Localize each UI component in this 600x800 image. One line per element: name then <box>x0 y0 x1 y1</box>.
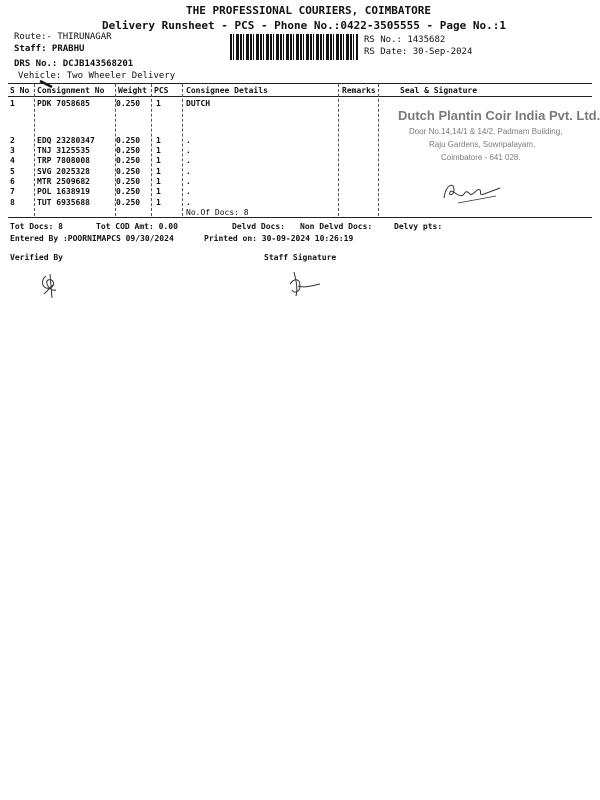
row-consignee: . <box>186 198 191 207</box>
barcode-image <box>230 34 358 60</box>
row-consignee: DUTCH <box>186 99 211 108</box>
row-consignee: . <box>186 187 191 196</box>
table-top-rule <box>8 83 592 84</box>
row-weight: 0.250 <box>116 198 141 207</box>
row-sno: 2 <box>10 136 15 145</box>
staff-signature-label: Staff Signature <box>264 253 337 262</box>
verified-by-label: Verified By <box>10 253 63 262</box>
vehicle-text: Vehicle: Two Wheeler Delivery <box>18 71 176 81</box>
no-of-docs: No.Of Docs: 8 <box>186 208 249 217</box>
col-divider <box>338 84 339 216</box>
row-weight: 0.250 <box>116 156 141 165</box>
row-sno: 7 <box>10 187 15 196</box>
total-docs: Tot Docs: 8 <box>10 222 63 231</box>
row-weight: 0.250 <box>116 99 141 108</box>
row-pcs: 1 <box>156 167 161 176</box>
row-weight: 0.250 <box>116 167 141 176</box>
row-consignment: TRP 7808008 <box>37 156 90 165</box>
row-consignee: . <box>186 146 191 155</box>
row-pcs: 1 <box>156 177 161 186</box>
row-sno: 3 <box>10 146 15 155</box>
col-divider <box>151 84 152 216</box>
row-sno: 8 <box>10 198 15 207</box>
staff-text: Staff: PRABHU <box>14 44 85 54</box>
col-header-remarks: Remarks <box>342 86 376 95</box>
row-consignment: SVG 2025328 <box>37 167 90 176</box>
row-pcs: 1 <box>156 99 161 108</box>
row-sno: 1 <box>10 99 15 108</box>
staff-signature <box>286 270 326 300</box>
row-consignment: MTR 2509682 <box>37 177 90 186</box>
row-consignee: . <box>186 167 191 176</box>
col-header-weight: Weight <box>118 86 147 95</box>
row-pcs: 1 <box>156 198 161 207</box>
row-consignment: POL 1638919 <box>37 187 90 196</box>
row-consignment: TNJ 3125535 <box>37 146 90 155</box>
receiver-signature <box>440 176 510 206</box>
row-sno: 5 <box>10 167 15 176</box>
row-consignment: PDK 7058685 <box>37 99 90 108</box>
table-bottom-rule <box>8 217 592 218</box>
non-delivered-docs: Non Delvd Docs: <box>300 222 373 231</box>
route-text: Route:- THIRUNAGAR <box>14 32 112 42</box>
verifier-signature <box>36 270 66 300</box>
col-header-consignment: Consignment No <box>37 86 105 95</box>
row-weight: 0.250 <box>116 187 141 196</box>
stamp-company-name: Dutch Plantin Coir India Pvt. Ltd. <box>398 108 600 123</box>
col-header-consignee: Consignee Details <box>186 86 268 95</box>
row-consignee: . <box>186 136 191 145</box>
runsheet-subtitle: Delivery Runsheet - PCS - Phone No.:0422-3505555 - Page No.:1 <box>102 19 506 32</box>
rs-date: RS Date: 30-Sep-2024 <box>364 47 473 57</box>
entered-by: Entered By :POORNIMAPCS 09/30/2024 <box>10 234 174 243</box>
row-consignment: TUT 6935688 <box>37 198 90 207</box>
col-divider <box>34 84 35 216</box>
col-header-pcs: PCS <box>154 86 169 95</box>
total-cod-amount: Tot COD Amt: 0.00 <box>96 222 178 231</box>
row-pcs: 1 <box>156 136 161 145</box>
delivered-docs: Delvd Docs: <box>232 222 285 231</box>
row-sno: 6 <box>10 177 15 186</box>
row-sno: 4 <box>10 156 15 165</box>
row-consignee: . <box>186 156 191 165</box>
col-header-sno: S No <box>10 86 30 95</box>
stamp-address-line-1: Door No.14,14/1 & 14/2, Padmam Building, <box>409 127 563 136</box>
drs-number: DRS No.: DCJB143568201 <box>14 59 134 69</box>
col-divider <box>182 84 183 216</box>
row-consignee: . <box>186 177 191 186</box>
printed-on: Printed on: 30-09-2024 10:26:19 <box>204 234 354 243</box>
col-divider <box>378 84 379 216</box>
col-header-seal: Seal & Signature <box>400 86 478 95</box>
row-consignment: EDQ 23280347 <box>37 136 95 145</box>
table-header-rule <box>8 96 592 97</box>
stamp-address-line-3: Coimbatore - 641 028. <box>441 153 521 162</box>
row-pcs: 1 <box>156 187 161 196</box>
delivery-points: Delvy pts: <box>394 222 443 231</box>
rs-number: RS No.: 1435682 <box>364 35 446 45</box>
row-weight: 0.250 <box>116 146 141 155</box>
stamp-address-line-2: Raju Gardens, Sowripalayam, <box>429 140 536 149</box>
row-pcs: 1 <box>156 146 161 155</box>
row-weight: 0.250 <box>116 177 141 186</box>
company-title: THE PROFESSIONAL COURIERS, COIMBATORE <box>186 4 432 17</box>
row-pcs: 1 <box>156 156 161 165</box>
row-weight: 0.250 <box>116 136 141 145</box>
